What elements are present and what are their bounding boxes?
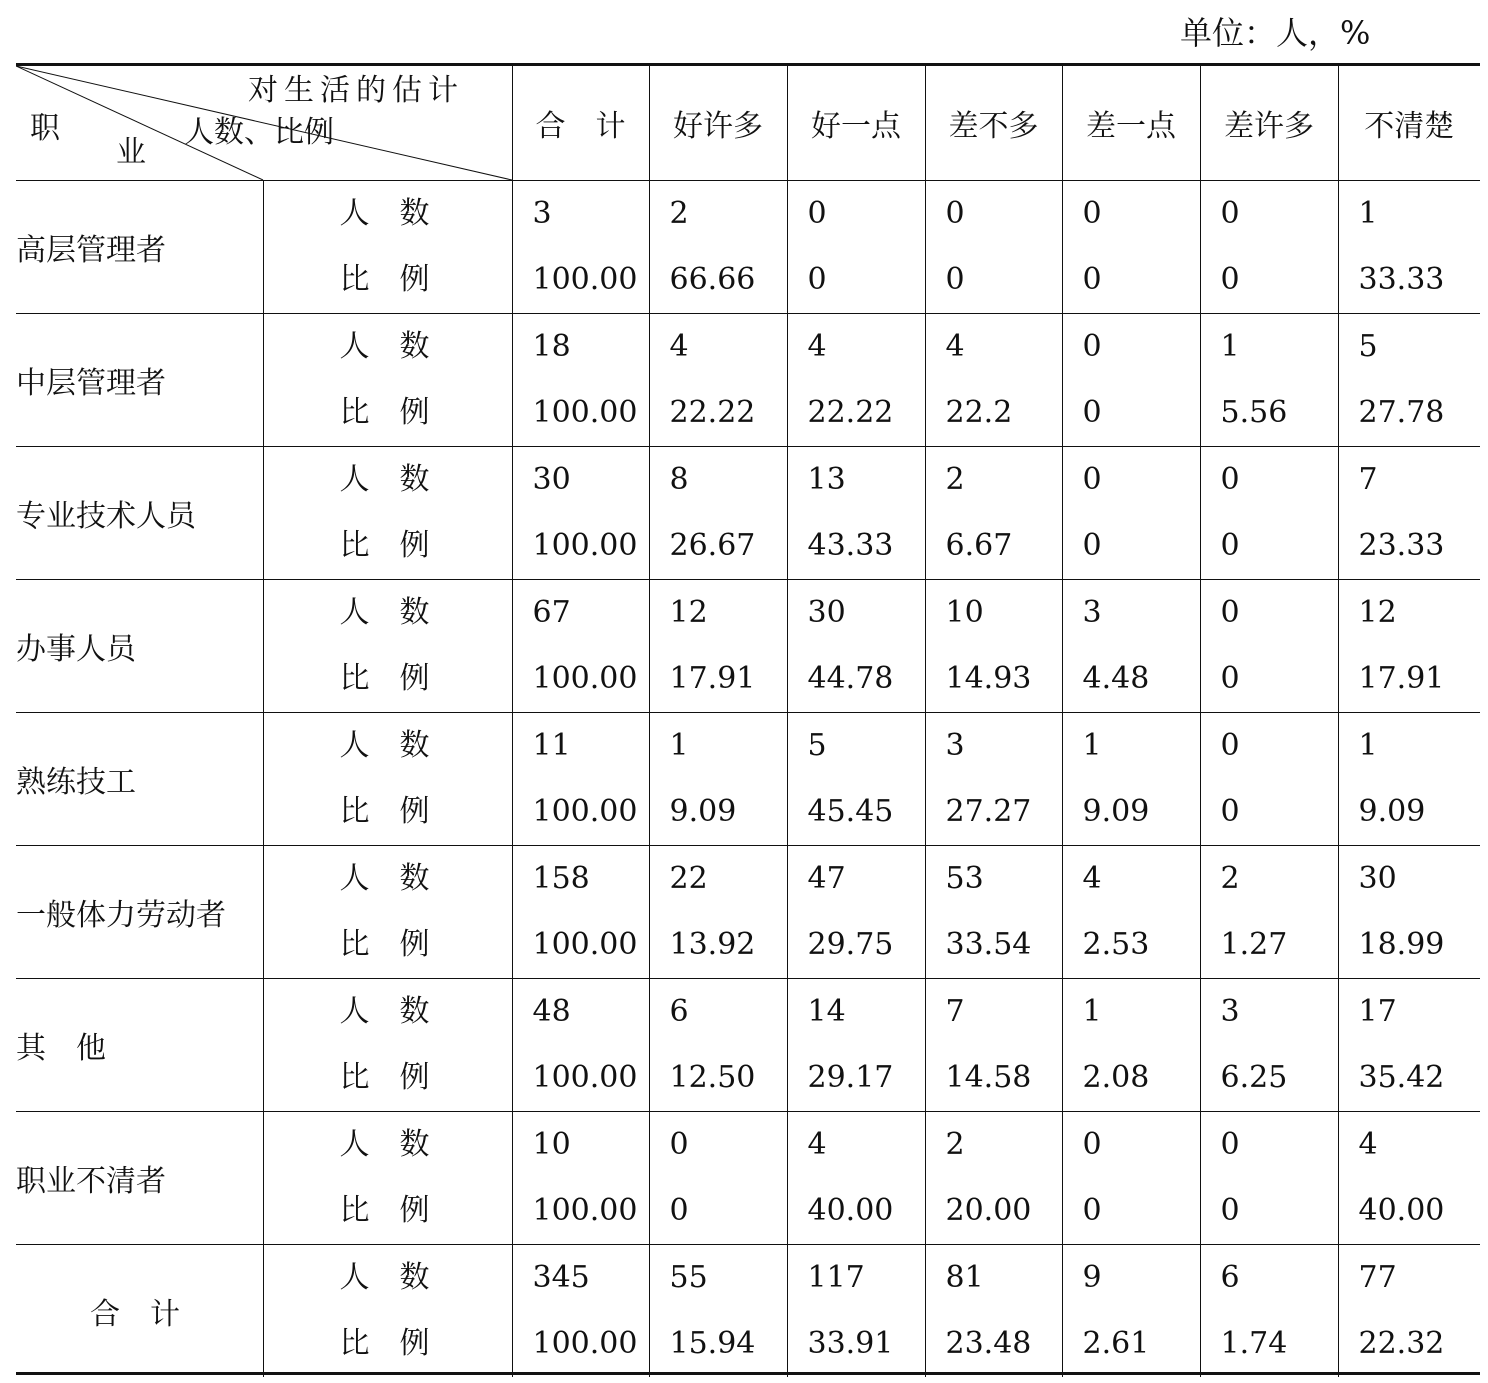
ratio-value: 100.00 — [532, 528, 638, 563]
value-cell — [787, 1245, 925, 1378]
value-cell — [787, 181, 925, 314]
measure-label-cell — [263, 181, 512, 314]
ratio-value: 35.42 — [1358, 1060, 1445, 1095]
ratio-value: 40.00 — [1358, 1193, 1445, 1228]
count-value: 18 — [532, 329, 571, 364]
ratio-label: 比 例 — [339, 927, 430, 962]
count-value: 53 — [945, 861, 984, 896]
measure-label-cell — [263, 1245, 512, 1378]
ratio-label: 比 例 — [339, 528, 430, 563]
count-value: 0 — [1220, 462, 1240, 497]
ratio-value: 100.00 — [532, 1326, 638, 1361]
count-value: 81 — [945, 1260, 984, 1295]
ratio-value: 43.33 — [807, 528, 894, 563]
measure-label-cell — [263, 979, 512, 1112]
ratio-value: 26.67 — [669, 528, 756, 563]
count-value: 0 — [807, 196, 827, 231]
ratio-value: 9.09 — [669, 794, 737, 829]
count-value: 4 — [807, 1127, 827, 1162]
value-cell — [1200, 979, 1338, 1112]
count-value: 117 — [807, 1260, 865, 1295]
count-value: 2 — [1220, 861, 1240, 896]
ratio-value: 15.94 — [669, 1326, 756, 1361]
value-cell — [925, 1245, 1062, 1378]
count-label: 人 数 — [339, 462, 430, 497]
ratio-value: 4.48 — [1082, 661, 1150, 696]
value-cell — [649, 846, 787, 979]
count-value: 7 — [1358, 462, 1378, 497]
count-value: 6 — [669, 994, 689, 1029]
value-cell — [1062, 979, 1200, 1112]
value-cell — [1338, 1245, 1480, 1378]
value-cell — [925, 713, 1062, 846]
value-cell — [925, 447, 1062, 580]
count-value: 55 — [669, 1260, 708, 1295]
value-cell — [1200, 1245, 1338, 1378]
ratio-value: 33.54 — [945, 927, 1032, 962]
ratio-value: 0 — [1220, 794, 1240, 829]
ratio-value: 100.00 — [532, 1193, 638, 1228]
occupation-cell: 专业技术人员 — [16, 447, 263, 580]
value-cell — [1062, 1245, 1200, 1378]
value-cell — [1062, 846, 1200, 979]
count-value: 2 — [945, 462, 965, 497]
unit-label: 单位：人，% — [1180, 14, 1371, 52]
value-cell — [787, 580, 925, 713]
ratio-value: 1.27 — [1220, 927, 1288, 962]
ratio-value: 9.09 — [1082, 794, 1150, 829]
diag-left-label-2: 业 — [116, 135, 146, 170]
count-value: 1 — [1220, 329, 1240, 364]
ratio-label: 比 例 — [339, 1060, 430, 1095]
ratio-value: 0 — [1220, 262, 1240, 297]
occupation-cell: 其 他 — [16, 979, 263, 1112]
ratio-value: 40.00 — [807, 1193, 894, 1228]
count-value: 0 — [1082, 462, 1102, 497]
value-cell — [1338, 1112, 1480, 1245]
ratio-value: 0 — [1082, 395, 1102, 430]
count-value: 4 — [945, 329, 965, 364]
measure-label-cell — [263, 580, 512, 713]
table-row — [16, 1245, 1480, 1378]
ratio-value: 100.00 — [532, 395, 638, 430]
col-header-slightly-worse: 差一点 — [1062, 66, 1200, 181]
ratio-value: 0 — [945, 262, 965, 297]
value-cell — [512, 979, 649, 1112]
diag-mid-label: 人数、比例 — [184, 115, 334, 150]
count-value: 30 — [1358, 861, 1397, 896]
count-value: 3 — [1220, 994, 1240, 1029]
ratio-value: 0 — [669, 1193, 689, 1228]
count-value: 5 — [1358, 329, 1378, 364]
value-cell — [787, 1112, 925, 1245]
ratio-value: 14.93 — [945, 661, 1032, 696]
value-cell — [1200, 447, 1338, 580]
value-cell — [1338, 713, 1480, 846]
value-cell — [1062, 447, 1200, 580]
value-cell — [1200, 1112, 1338, 1245]
value-cell — [925, 314, 1062, 447]
occupation-cell: 合 计 — [16, 1245, 263, 1378]
count-value: 0 — [1220, 1127, 1240, 1162]
ratio-value: 20.00 — [945, 1193, 1032, 1228]
value-cell — [787, 979, 925, 1112]
count-value: 12 — [1358, 595, 1397, 630]
count-value: 9 — [1082, 1260, 1102, 1295]
measure-label-cell — [263, 846, 512, 979]
statistics-table — [16, 66, 1480, 1377]
value-cell — [512, 846, 649, 979]
value-cell — [925, 846, 1062, 979]
table-row — [16, 181, 1480, 314]
value-cell — [1062, 713, 1200, 846]
occupation-cell: 职业不清者 — [16, 1112, 263, 1245]
value-cell — [925, 181, 1062, 314]
count-value: 4 — [669, 329, 689, 364]
count-value: 0 — [1082, 329, 1102, 364]
occupation-cell: 一般体力劳动者 — [16, 846, 263, 979]
value-cell — [649, 1245, 787, 1378]
ratio-value: 6.25 — [1220, 1060, 1288, 1095]
count-label: 人 数 — [339, 994, 430, 1029]
count-value: 17 — [1358, 994, 1397, 1029]
count-value: 0 — [945, 196, 965, 231]
count-value: 77 — [1358, 1260, 1397, 1295]
count-value: 1 — [1358, 728, 1378, 763]
table-row — [16, 314, 1480, 447]
value-cell — [512, 580, 649, 713]
ratio-value: 0 — [807, 262, 827, 297]
ratio-value: 2.61 — [1082, 1326, 1150, 1361]
value-cell — [649, 979, 787, 1112]
value-cell — [649, 713, 787, 846]
ratio-value: 22.32 — [1358, 1326, 1445, 1361]
count-value: 0 — [1082, 196, 1102, 231]
count-value: 345 — [532, 1260, 590, 1295]
ratio-value: 0 — [1220, 528, 1240, 563]
ratio-value: 23.48 — [945, 1326, 1032, 1361]
diag-top-label: 对生活的估计 — [248, 73, 464, 108]
measure-label-cell — [263, 447, 512, 580]
table-row — [16, 447, 1480, 580]
count-value: 4 — [1358, 1127, 1378, 1162]
ratio-value: 22.22 — [807, 395, 894, 430]
count-value: 4 — [1082, 861, 1102, 896]
ratio-value: 1.74 — [1220, 1326, 1288, 1361]
ratio-value: 44.78 — [807, 661, 894, 696]
value-cell — [1338, 181, 1480, 314]
value-cell — [1338, 979, 1480, 1112]
value-cell — [512, 1112, 649, 1245]
ratio-value: 5.56 — [1220, 395, 1288, 430]
count-value: 158 — [532, 861, 590, 896]
value-cell — [649, 314, 787, 447]
count-value: 0 — [1220, 196, 1240, 231]
ratio-label: 比 例 — [339, 395, 430, 430]
ratio-value: 12.50 — [669, 1060, 756, 1095]
ratio-value: 0 — [1082, 528, 1102, 563]
value-cell — [925, 1112, 1062, 1245]
ratio-value: 100.00 — [532, 1060, 638, 1095]
table-row — [16, 713, 1480, 846]
diag-left-label-1: 职 — [30, 111, 60, 146]
count-value: 10 — [532, 1127, 571, 1162]
count-label: 人 数 — [339, 1260, 430, 1295]
value-cell — [512, 447, 649, 580]
ratio-label: 比 例 — [339, 1193, 430, 1228]
ratio-value: 22.22 — [669, 395, 756, 430]
value-cell — [1200, 580, 1338, 713]
ratio-value: 23.33 — [1358, 528, 1445, 563]
value-cell — [1200, 846, 1338, 979]
ratio-value: 2.08 — [1082, 1060, 1150, 1095]
count-value: 1 — [669, 728, 689, 763]
count-value: 3 — [532, 196, 552, 231]
diagonal-header-cell — [16, 66, 512, 181]
count-label: 人 数 — [339, 196, 430, 231]
occupation-cell: 高层管理者 — [16, 181, 263, 314]
ratio-value: 100.00 — [532, 927, 638, 962]
count-value: 6 — [1220, 1260, 1240, 1295]
col-header-slightly-better: 好一点 — [787, 66, 925, 181]
count-value: 0 — [1220, 728, 1240, 763]
ratio-value: 2.53 — [1082, 927, 1150, 962]
value-cell — [512, 713, 649, 846]
count-value: 30 — [532, 462, 571, 497]
count-label: 人 数 — [339, 861, 430, 896]
value-cell — [649, 580, 787, 713]
count-value: 8 — [669, 462, 689, 497]
count-value: 22 — [669, 861, 708, 896]
ratio-value: 6.67 — [945, 528, 1013, 563]
value-cell — [1200, 181, 1338, 314]
count-value: 4 — [807, 329, 827, 364]
count-value: 0 — [669, 1127, 689, 1162]
value-cell — [925, 979, 1062, 1112]
col-header-about-same: 差不多 — [925, 66, 1062, 181]
value-cell — [1338, 846, 1480, 979]
count-label: 人 数 — [339, 595, 430, 630]
table-row — [16, 979, 1480, 1112]
count-value: 0 — [1220, 595, 1240, 630]
ratio-value: 9.09 — [1358, 794, 1426, 829]
value-cell — [1200, 713, 1338, 846]
count-value: 67 — [532, 595, 571, 630]
count-label: 人 数 — [339, 1127, 430, 1162]
value-cell — [925, 580, 1062, 713]
header-row — [16, 66, 1480, 181]
value-cell — [649, 181, 787, 314]
value-cell — [649, 447, 787, 580]
value-cell — [512, 314, 649, 447]
value-cell — [1338, 447, 1480, 580]
ratio-label: 比 例 — [339, 262, 430, 297]
count-value: 47 — [807, 861, 846, 896]
table-row — [16, 580, 1480, 713]
ratio-value: 100.00 — [532, 262, 638, 297]
count-value: 1 — [1082, 728, 1102, 763]
value-cell — [787, 846, 925, 979]
value-cell — [1062, 314, 1200, 447]
measure-label-cell — [263, 1112, 512, 1245]
ratio-value: 0 — [1220, 661, 1240, 696]
measure-label-cell — [263, 713, 512, 846]
count-value: 30 — [807, 595, 846, 630]
ratio-label: 比 例 — [339, 794, 430, 829]
count-value: 7 — [945, 994, 965, 1029]
value-cell — [512, 181, 649, 314]
count-value: 14 — [807, 994, 846, 1029]
value-cell — [512, 1245, 649, 1378]
table-row — [16, 1112, 1480, 1245]
count-value: 2 — [945, 1127, 965, 1162]
occupation-cell: 办事人员 — [16, 580, 263, 713]
value-cell — [1338, 314, 1480, 447]
ratio-value: 29.17 — [807, 1060, 894, 1095]
count-label: 人 数 — [339, 728, 430, 763]
count-value: 2 — [669, 196, 689, 231]
ratio-value: 27.78 — [1358, 395, 1445, 430]
ratio-value: 18.99 — [1358, 927, 1445, 962]
value-cell — [1062, 181, 1200, 314]
count-value: 10 — [945, 595, 984, 630]
ratio-value: 45.45 — [807, 794, 894, 829]
value-cell — [787, 314, 925, 447]
value-cell — [1200, 314, 1338, 447]
value-cell — [1338, 580, 1480, 713]
table-row — [16, 846, 1480, 979]
col-header-much-better: 好许多 — [649, 66, 787, 181]
ratio-value: 0 — [1220, 1193, 1240, 1228]
count-value: 0 — [1082, 1127, 1102, 1162]
count-value: 13 — [807, 462, 846, 497]
occupation-cell: 中层管理者 — [16, 314, 263, 447]
count-value: 3 — [1082, 595, 1102, 630]
count-value: 1 — [1358, 196, 1378, 231]
col-header-unclear: 不清楚 — [1338, 66, 1480, 181]
ratio-value: 100.00 — [532, 794, 638, 829]
occupation-cell: 熟练技工 — [16, 713, 263, 846]
value-cell — [787, 447, 925, 580]
ratio-value: 0 — [1082, 1193, 1102, 1228]
count-label: 人 数 — [339, 329, 430, 364]
value-cell — [787, 713, 925, 846]
value-cell — [1062, 1112, 1200, 1245]
ratio-value: 17.91 — [669, 661, 756, 696]
count-value: 3 — [945, 728, 965, 763]
count-value: 12 — [669, 595, 708, 630]
ratio-value: 66.66 — [669, 262, 756, 297]
ratio-label: 比 例 — [339, 1326, 430, 1361]
ratio-value: 14.58 — [945, 1060, 1032, 1095]
value-cell — [649, 1112, 787, 1245]
ratio-value: 27.27 — [945, 794, 1032, 829]
count-value: 5 — [807, 728, 827, 763]
measure-label-cell — [263, 314, 512, 447]
ratio-value: 17.91 — [1358, 661, 1445, 696]
col-header-total: 合 计 — [512, 66, 649, 181]
value-cell — [1062, 580, 1200, 713]
ratio-value: 0 — [1082, 262, 1102, 297]
count-value: 1 — [1082, 994, 1102, 1029]
col-header-much-worse: 差许多 — [1200, 66, 1338, 181]
ratio-value: 33.91 — [807, 1326, 894, 1361]
ratio-label: 比 例 — [339, 661, 430, 696]
ratio-value: 29.75 — [807, 927, 894, 962]
ratio-value: 22.2 — [945, 395, 1013, 430]
ratio-value: 13.92 — [669, 927, 756, 962]
ratio-value: 100.00 — [532, 661, 638, 696]
ratio-value: 33.33 — [1358, 262, 1445, 297]
count-value: 11 — [532, 728, 571, 763]
count-value: 48 — [532, 994, 571, 1029]
